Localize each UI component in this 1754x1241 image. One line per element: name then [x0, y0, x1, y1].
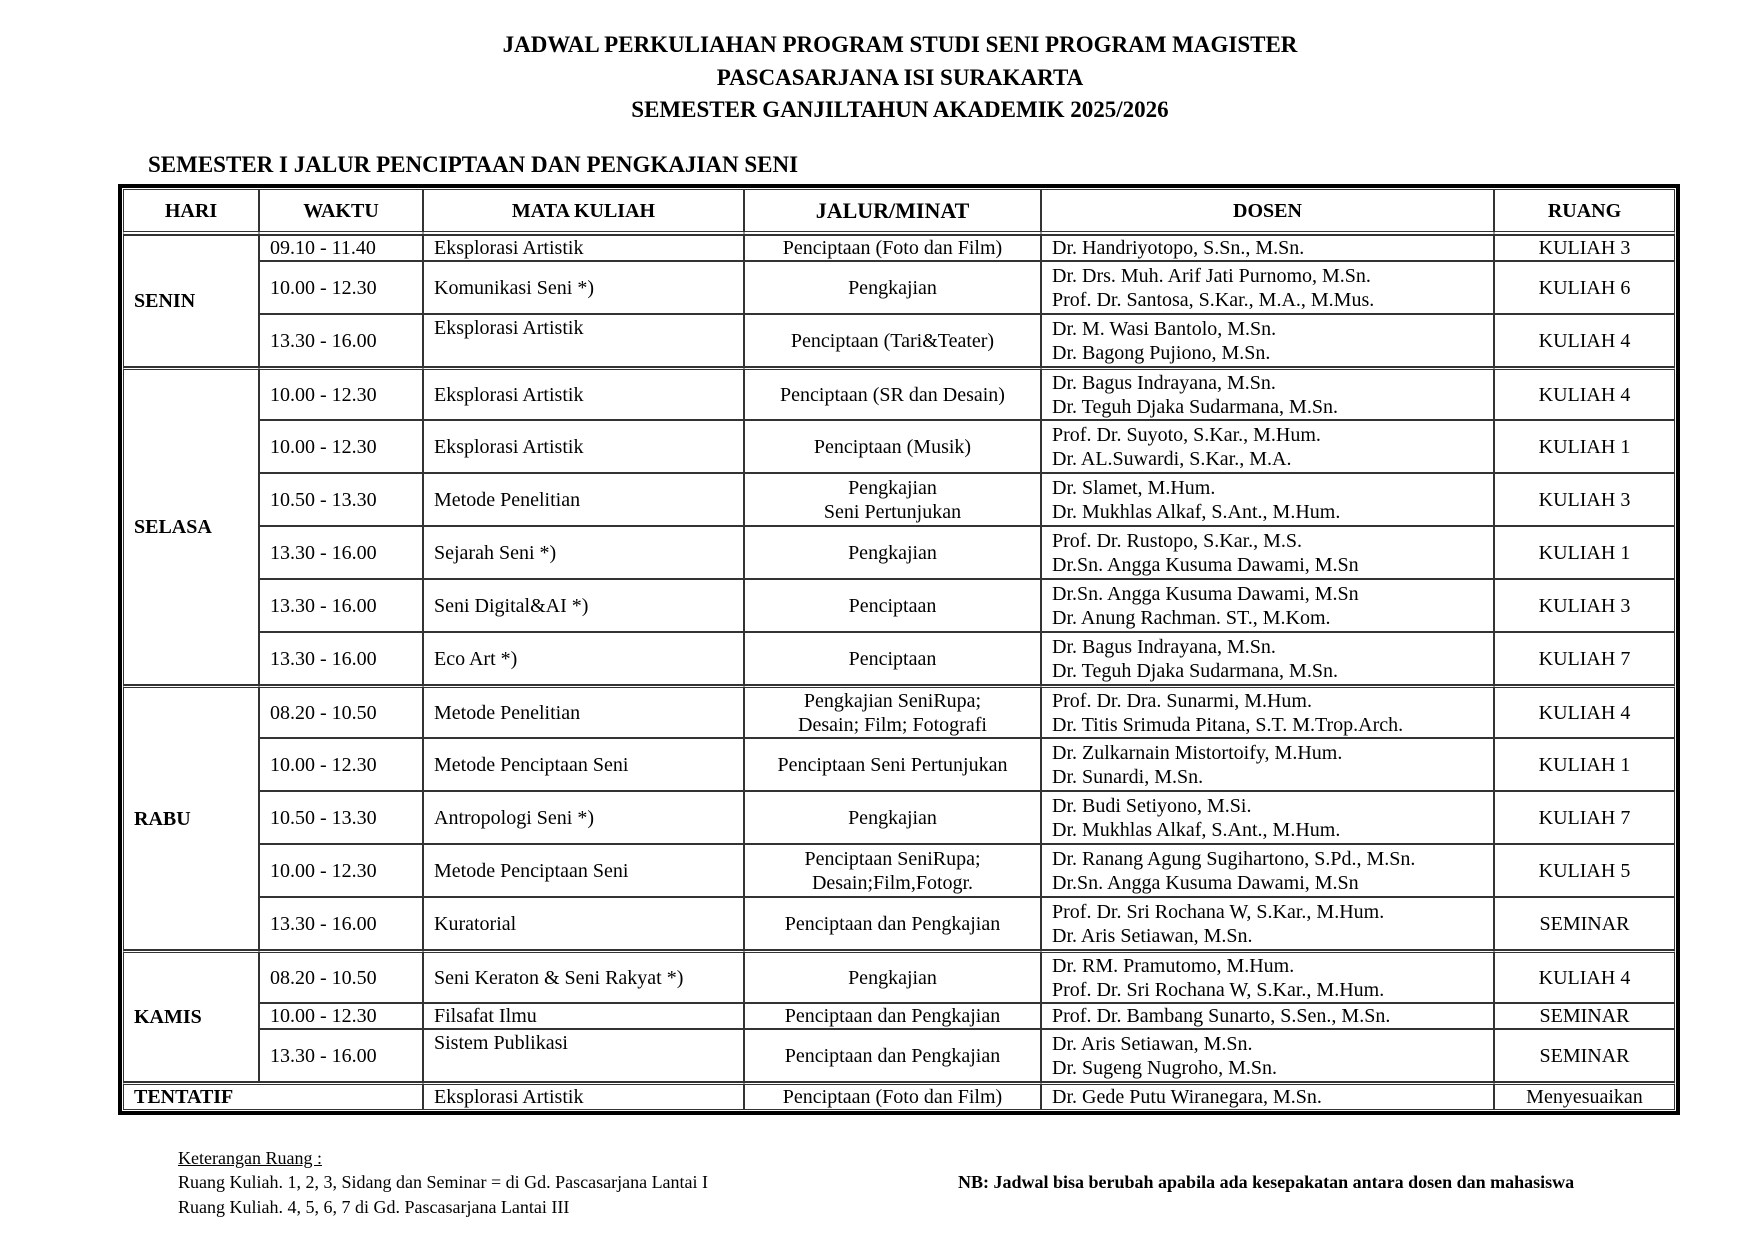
- track-cell: [744, 526, 1041, 579]
- track-cell: [744, 685, 1041, 738]
- track-cell: [744, 632, 1041, 685]
- track-line: Pengkajian: [848, 276, 937, 299]
- table-row: [123, 579, 1675, 632]
- lecturer-name: Prof. Dr. Suyoto, S.Kar., M.Hum.: [1052, 423, 1321, 446]
- schedule-table-frame: [118, 184, 1680, 1115]
- room-cell: KULIAH 6: [1494, 261, 1675, 314]
- track-line: Penciptaan (Foto dan Film): [782, 1086, 1003, 1108]
- time-cell: 10.00 - 12.30: [259, 367, 423, 420]
- course-cell: Seni Keraton & Seni Rakyat *): [423, 950, 744, 1003]
- time-cell: 13.30 - 16.00: [259, 526, 423, 579]
- schedule-change-note: NB: Jadwal bisa berubah apabila ada kesepakatan antara dosen dan mahasiswa: [958, 1172, 1575, 1192]
- room-cell: KULIAH 7: [1494, 632, 1675, 685]
- lecturer-name: Dr. Budi Setiyono, M.Si.: [1052, 794, 1252, 817]
- lecturer-name: Dr. Titis Srimuda Pitana, S.T. M.Trop.Arch.: [1052, 713, 1404, 736]
- track-cell: [744, 1003, 1041, 1029]
- lecturer-name: Dr.Sn. Angga Kusuma Dawami, M.Sn: [1052, 582, 1359, 605]
- table-row: [123, 420, 1675, 473]
- schedule-body: [123, 235, 1675, 1110]
- table-row: [123, 367, 1675, 420]
- track-line: Penciptaan (Foto dan Film): [782, 237, 1003, 259]
- table-row: [123, 1003, 1675, 1029]
- room-cell: KULIAH 4: [1494, 950, 1675, 1003]
- lecturer-cell: [1041, 950, 1494, 1003]
- track-line: Pengkajian: [848, 966, 937, 989]
- lecturer-name: Dr. Handriyotopo, S.Sn., M.Sn.: [1052, 237, 1305, 259]
- room-notes-label: Keterangan Ruang :: [178, 1148, 322, 1168]
- lecturer-cell: [1041, 526, 1494, 579]
- room-cell: KULIAH 4: [1494, 314, 1675, 367]
- lecturer-name: Dr. Sunardi, M.Sn.: [1052, 765, 1204, 788]
- track-line: Desain;Film,Fotogr.: [811, 871, 974, 894]
- track-cell: [744, 1082, 1041, 1110]
- time-cell: 13.30 - 16.00: [259, 897, 423, 950]
- table-row: [123, 738, 1675, 791]
- lecturer-name: Dr. Aris Setiawan, M.Sn.: [1052, 1032, 1253, 1055]
- room-cell: KULIAH 3: [1494, 579, 1675, 632]
- table-row: [123, 526, 1675, 579]
- table-row: [123, 632, 1675, 685]
- course-cell: Sistem Publikasi: [423, 1029, 744, 1082]
- track-line: Pengkajian: [848, 541, 937, 564]
- lecturer-cell: [1041, 1029, 1494, 1082]
- track-cell: [744, 473, 1041, 526]
- track-line: Penciptaan: [848, 647, 937, 670]
- track-cell: [744, 367, 1041, 420]
- lecturer-name: Prof. Dr. Sri Rochana W, S.Kar., M.Hum.: [1052, 978, 1385, 1001]
- lecturer-cell: [1041, 473, 1494, 526]
- institution-name: PASCASARJANA ISI SURAKARTA: [716, 65, 1084, 90]
- room-cell: KULIAH 1: [1494, 420, 1675, 473]
- time-cell: 13.30 - 16.00: [259, 1029, 423, 1082]
- lecturer-name: Dr. M. Wasi Bantolo, M.Sn.: [1052, 317, 1277, 340]
- lecturer-name: Dr. Gede Putu Wiranegara, M.Sn.: [1052, 1086, 1322, 1108]
- room-note-2: Ruang Kuliah. 4, 5, 6, 7 di Gd. Pascasarjana Lantai III: [178, 1197, 570, 1217]
- room-cell: KULIAH 1: [1494, 526, 1675, 579]
- column-header-jalur-minat: JALUR/MINAT: [744, 189, 1041, 235]
- lecturer-name: Dr. Zulkarnain Mistortoify, M.Hum.: [1052, 741, 1343, 764]
- time-cell: 13.30 - 16.00: [259, 314, 423, 367]
- time-cell: 10.00 - 12.30: [259, 261, 423, 314]
- lecturer-name: Dr. Bagus Indrayana, M.Sn.: [1052, 635, 1276, 658]
- day-cell: TENTATIF: [123, 1082, 423, 1110]
- course-cell: Seni Digital&AI *): [423, 579, 744, 632]
- track-line: Penciptaan dan Pengkajian: [784, 1044, 1001, 1067]
- table-row: [123, 844, 1675, 897]
- room-cell: KULIAH 1: [1494, 738, 1675, 791]
- room-cell: KULIAH 4: [1494, 685, 1675, 738]
- track-cell: [744, 235, 1041, 261]
- course-cell: Eksplorasi Artistik: [423, 235, 744, 261]
- lecturer-name: Prof. Dr. Rustopo, S.Kar., M.S.: [1052, 529, 1303, 552]
- track-line: Penciptaan (SR dan Desain): [780, 383, 1005, 406]
- lecturer-name: Dr. RM. Pramutomo, M.Hum.: [1052, 954, 1295, 977]
- lecturer-cell: [1041, 367, 1494, 420]
- lecturer-name: Dr. Anung Rachman. ST., M.Kom.: [1052, 606, 1331, 629]
- track-line: Seni Pertunjukan: [823, 500, 962, 523]
- time-cell: 09.10 - 11.40: [259, 235, 423, 261]
- course-cell: Eksplorasi Artistik: [423, 420, 744, 473]
- track-line: Penciptaan (Tari&Teater): [790, 329, 995, 352]
- lecturer-name: Prof. Dr. Bambang Sunarto, S.Sen., M.Sn.: [1052, 1005, 1391, 1027]
- day-cell: KAMIS: [123, 950, 259, 1082]
- lecturer-name: Dr.Sn. Angga Kusuma Dawami, M.Sn: [1052, 553, 1359, 576]
- track-line: Desain; Film; Fotografi: [798, 713, 987, 736]
- table-row: [123, 685, 1675, 738]
- column-header-waktu: WAKTU: [259, 189, 423, 235]
- course-cell: Metode Penelitian: [423, 473, 744, 526]
- room-cell: SEMINAR: [1494, 1003, 1675, 1029]
- time-cell: 10.00 - 12.30: [259, 1003, 423, 1029]
- room-cell: KULIAH 3: [1494, 473, 1675, 526]
- lecturer-cell: [1041, 632, 1494, 685]
- table-header-row: [123, 189, 1675, 235]
- lecturer-cell: [1041, 738, 1494, 791]
- lecturer-cell: [1041, 897, 1494, 950]
- time-cell: 13.30 - 16.00: [259, 632, 423, 685]
- lecturer-cell: [1041, 844, 1494, 897]
- lecturer-name: Dr. Mukhlas Alkaf, S.Ant., M.Hum.: [1052, 500, 1341, 523]
- room-note-1: Ruang Kuliah. 1, 2, 3, Sidang dan Seminar = di Gd. Pascasarjana Lantai I: [178, 1172, 709, 1192]
- section-title: SEMESTER I JALUR PENCIPTAAN DAN PENGKAJIAN SENI: [148, 152, 799, 177]
- track-cell: [744, 261, 1041, 314]
- track-cell: [744, 738, 1041, 791]
- time-cell: 13.30 - 16.00: [259, 579, 423, 632]
- day-cell: RABU: [123, 685, 259, 950]
- track-line: Penciptaan (Musik): [813, 435, 972, 458]
- document-title: JADWAL PERKULIAHAN PROGRAM STUDI SENI PROGRAM MAGISTER: [502, 32, 1298, 57]
- lecturer-cell: [1041, 579, 1494, 632]
- time-cell: 08.20 - 10.50: [259, 685, 423, 738]
- room-cell: SEMINAR: [1494, 897, 1675, 950]
- table-row: [123, 1082, 1675, 1110]
- track-cell: [744, 897, 1041, 950]
- lecturer-name: Dr. Aris Setiawan, M.Sn.: [1052, 924, 1253, 947]
- lecturer-name: Prof. Dr. Santosa, S.Kar., M.A., M.Mus.: [1052, 288, 1375, 311]
- table-row: [123, 950, 1675, 1003]
- track-line: Penciptaan dan Pengkajian: [784, 1005, 1001, 1027]
- track-cell: [744, 579, 1041, 632]
- course-cell: Metode Penciptaan Seni: [423, 738, 744, 791]
- course-cell: Eco Art *): [423, 632, 744, 685]
- table-row: [123, 473, 1675, 526]
- track-line: Pengkajian: [848, 476, 937, 499]
- lecturer-cell: [1041, 261, 1494, 314]
- lecturer-name: Dr.Sn. Angga Kusuma Dawami, M.Sn: [1052, 871, 1359, 894]
- lecturer-cell: [1041, 1003, 1494, 1029]
- track-cell: [744, 844, 1041, 897]
- day-cell: SELASA: [123, 367, 259, 685]
- time-cell: 10.00 - 12.30: [259, 844, 423, 897]
- room-cell: SEMINAR: [1494, 1029, 1675, 1082]
- track-line: Penciptaan: [848, 594, 937, 617]
- day-cell: SENIN: [123, 235, 259, 367]
- room-cell: KULIAH 3: [1494, 235, 1675, 261]
- column-header-mata-kuliah: MATA KULIAH: [423, 189, 744, 235]
- table-row: [123, 791, 1675, 844]
- room-cell: KULIAH 4: [1494, 367, 1675, 420]
- lecturer-name: Dr. AL.Suwardi, S.Kar., M.A.: [1052, 447, 1292, 470]
- lecturer-name: Dr. Bagus Indrayana, M.Sn.: [1052, 371, 1276, 394]
- column-header-ruang: RUANG: [1494, 189, 1675, 235]
- lecturer-name: Dr. Drs. Muh. Arif Jati Purnomo, M.Sn.: [1052, 264, 1371, 287]
- lecturer-name: Prof. Dr. Dra. Sunarmi, M.Hum.: [1052, 689, 1312, 712]
- course-cell: Eksplorasi Artistik: [423, 367, 744, 420]
- lecturer-cell: [1041, 1082, 1494, 1110]
- track-line: Penciptaan Seni Pertunjukan: [777, 753, 1008, 776]
- schedule-table: [123, 189, 1675, 1110]
- table-row: [123, 897, 1675, 950]
- lecturer-name: Dr. Bagong Pujiono, M.Sn.: [1052, 341, 1271, 364]
- lecturer-name: Dr. Ranang Agung Sugihartono, S.Pd., M.Sn.: [1052, 847, 1416, 870]
- column-header-dosen: DOSEN: [1041, 189, 1494, 235]
- track-cell: [744, 791, 1041, 844]
- lecturer-name: Dr. Mukhlas Alkaf, S.Ant., M.Hum.: [1052, 818, 1341, 841]
- lecturer-name: Prof. Dr. Sri Rochana W, S.Kar., M.Hum.: [1052, 900, 1385, 923]
- lecturer-cell: [1041, 314, 1494, 367]
- lecturer-cell: [1041, 235, 1494, 261]
- column-header-hari: HARI: [123, 189, 259, 235]
- course-cell: Sejarah Seni *): [423, 526, 744, 579]
- lecturer-name: Dr. Sugeng Nugroho, M.Sn.: [1052, 1056, 1278, 1079]
- table-row: [123, 261, 1675, 314]
- lecturer-cell: [1041, 420, 1494, 473]
- course-cell: Kuratorial: [423, 897, 744, 950]
- time-cell: 10.00 - 12.30: [259, 738, 423, 791]
- course-cell: Filsafat Ilmu: [423, 1003, 744, 1029]
- room-cell: Menyesuaikan: [1494, 1082, 1675, 1110]
- time-cell: 10.50 - 13.30: [259, 473, 423, 526]
- track-cell: [744, 314, 1041, 367]
- lecturer-name: Dr. Slamet, M.Hum.: [1052, 476, 1216, 499]
- course-cell: Metode Penciptaan Seni: [423, 844, 744, 897]
- table-row: [123, 235, 1675, 261]
- course-cell: Eksplorasi Artistik: [423, 1082, 744, 1110]
- time-cell: 10.50 - 13.30: [259, 791, 423, 844]
- track-line: Pengkajian: [848, 806, 937, 829]
- room-cell: KULIAH 7: [1494, 791, 1675, 844]
- semester-label: SEMESTER GANJILTAHUN AKADEMIK 2025/2026: [631, 97, 1169, 122]
- room-cell: KULIAH 5: [1494, 844, 1675, 897]
- table-row: [123, 314, 1675, 367]
- track-line: Penciptaan dan Pengkajian: [784, 912, 1001, 935]
- course-cell: Antropologi Seni *): [423, 791, 744, 844]
- course-cell: Metode Penelitian: [423, 685, 744, 738]
- course-cell: Eksplorasi Artistik: [423, 314, 744, 367]
- track-line: Penciptaan SeniRupa;: [804, 847, 981, 870]
- lecturer-name: Dr. Teguh Djaka Sudarmana, M.Sn.: [1052, 659, 1338, 682]
- track-cell: [744, 420, 1041, 473]
- time-cell: 08.20 - 10.50: [259, 950, 423, 1003]
- lecturer-cell: [1041, 685, 1494, 738]
- course-cell: Komunikasi Seni *): [423, 261, 744, 314]
- track-line: Pengkajian SeniRupa;: [803, 689, 982, 712]
- lecturer-name: Dr. Teguh Djaka Sudarmana, M.Sn.: [1052, 395, 1338, 418]
- track-cell: [744, 1029, 1041, 1082]
- table-row: [123, 1029, 1675, 1082]
- time-cell: 10.00 - 12.30: [259, 420, 423, 473]
- lecturer-cell: [1041, 791, 1494, 844]
- track-cell: [744, 950, 1041, 1003]
